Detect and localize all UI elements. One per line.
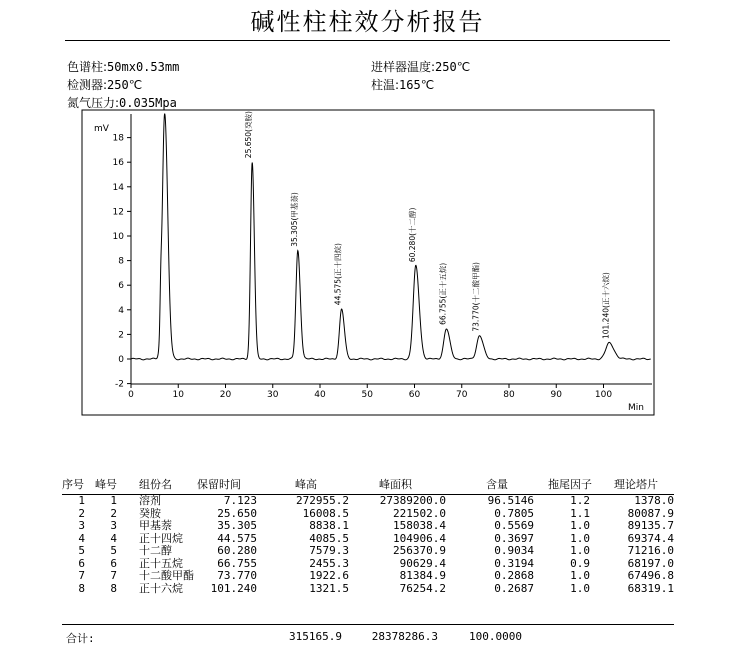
y-axis-label: mV: [94, 124, 109, 134]
retention-time: 101.240: [210, 581, 257, 595]
peak-height: 2455.3: [309, 556, 349, 570]
peak-number: 2: [110, 506, 117, 520]
peak-area: 256370.9: [393, 544, 446, 557]
peak-label: 44.575(正十四烷): [333, 243, 343, 306]
col-header: 峰号: [95, 476, 125, 495]
content: 96.5146: [487, 494, 534, 507]
totals-label: 合计:: [66, 632, 95, 645]
column-label: 色谱柱:: [67, 60, 108, 74]
theoretical-plates: 89135.7: [627, 519, 674, 532]
row-index: 1: [78, 494, 85, 507]
retention-time: 60.280: [217, 544, 257, 557]
totals-divider: [62, 624, 674, 625]
peak-height: 16008.5: [302, 506, 349, 520]
y-tick-label: 8: [118, 256, 124, 267]
retention-time: 66.755: [217, 556, 257, 570]
x-tick-label: 50: [361, 390, 373, 400]
peak-area: 27389200.0: [379, 494, 446, 507]
totals-height: 315165.9: [289, 630, 342, 643]
peak-area: 90629.4: [399, 556, 446, 570]
peak-number: 1: [110, 494, 117, 507]
y-tick-label: 6: [118, 281, 124, 292]
peak-label: 66.755(正十五烷): [438, 262, 448, 325]
theoretical-plates: 80087.9: [627, 506, 674, 520]
row-index: 2: [78, 506, 85, 520]
peak-label: 101.240(正十六烷): [601, 272, 611, 340]
col-header: 拖尾因子: [534, 476, 604, 495]
col-header: 峰高: [269, 476, 349, 495]
table-row: [62, 520, 674, 533]
row-index: 6: [78, 556, 85, 570]
tailing-factor: 1.0: [570, 581, 590, 595]
peak-number: 3: [110, 519, 117, 532]
retention-time: 7.123: [223, 494, 257, 507]
retention-time: 35.305: [217, 519, 257, 532]
x-tick-label: 0: [128, 390, 134, 400]
peak-area: 76254.2: [399, 581, 446, 595]
y-tick-label: 14: [112, 182, 124, 193]
component-name: 癸胺: [139, 506, 161, 520]
results-table: [62, 476, 674, 595]
peak-number: 4: [110, 531, 117, 545]
totals-content: 100.0000: [469, 630, 522, 643]
detector-label: 检测器:: [67, 78, 108, 92]
peak-area: 81384.9: [399, 569, 446, 582]
y-tick-label: 12: [112, 207, 124, 218]
y-tick-label: 16: [112, 158, 124, 169]
col-header: 峰面积: [349, 476, 446, 495]
peak-label: 35.305(甲基萘): [289, 192, 299, 247]
column-value: 50mx0.53mm: [107, 60, 180, 74]
x-tick-label: 10: [172, 390, 184, 400]
peak-height: 4085.5: [309, 531, 349, 545]
plot-frame: [82, 110, 654, 415]
peak-height: 1922.6: [309, 569, 349, 582]
tailing-factor: 1.0: [570, 519, 590, 532]
peak-height: 272955.2: [296, 494, 349, 507]
tailing-factor: 0.9: [570, 556, 590, 570]
table-row: [62, 570, 674, 583]
component-name: 甲基萘: [139, 519, 172, 532]
content: 0.2868: [494, 569, 534, 582]
retention-time: 44.575: [217, 531, 257, 545]
peak-height: 7579.3: [309, 544, 349, 557]
content: 0.3194: [494, 556, 534, 570]
content: 0.7805: [494, 506, 534, 520]
row-index: 4: [78, 531, 85, 545]
col-header: 理论塔片: [604, 476, 674, 495]
row-index: 8: [78, 581, 85, 595]
component-name: 溶剂: [139, 494, 161, 507]
y-tick-label: 0: [118, 355, 124, 365]
y-tick-label: 2: [118, 330, 124, 341]
component-name: 正十六烷: [139, 581, 183, 595]
peak-area: 104906.4: [393, 531, 446, 545]
theoretical-plates: 68319.1: [627, 581, 674, 595]
peak-number: 5: [110, 544, 117, 557]
content: 0.3697: [494, 531, 534, 545]
content: 0.9034: [494, 544, 534, 557]
retention-time: 73.770: [217, 569, 257, 582]
table-header-row: [62, 476, 674, 495]
component-name: 十二醇: [139, 544, 172, 557]
row-index: 7: [78, 569, 85, 582]
oven-value: 165℃: [399, 78, 435, 92]
tailing-factor: 1.2: [570, 494, 590, 507]
y-tick-label: 4: [118, 305, 124, 316]
x-axis-label: Min: [628, 403, 644, 413]
table-row: [62, 545, 674, 558]
component-name: 十二酸甲酯: [139, 569, 194, 582]
x-tick-label: 30: [267, 390, 279, 400]
peak-height: 8838.1: [309, 519, 349, 532]
col-header: 含量: [446, 476, 534, 495]
theoretical-plates: 71216.0: [627, 544, 674, 557]
table-row: [62, 495, 674, 508]
y-tick-label: 18: [112, 133, 124, 144]
x-axis: [128, 384, 652, 400]
x-tick-label: 40: [314, 390, 326, 400]
component-name: 正十五烷: [139, 556, 183, 570]
peak-label: 73.770(十二酸甲酯): [471, 262, 481, 332]
tailing-factor: 1.0: [570, 531, 590, 545]
totals-area: 28378286.3: [371, 630, 438, 643]
peak-height: 1321.5: [309, 581, 349, 595]
retention-time: 25.650: [217, 506, 257, 520]
peak-area: 158038.4: [393, 519, 446, 532]
chromatogram-trace: [131, 114, 651, 360]
table-row: [62, 583, 674, 596]
peak-label: 60.280(十二醇): [407, 207, 417, 263]
row-index: 3: [78, 519, 85, 532]
tailing-factor: 1.0: [570, 544, 590, 557]
content: 0.2687: [494, 581, 534, 595]
peak-number: 8: [110, 581, 117, 595]
injector-value: 250℃: [435, 60, 471, 74]
y-axis: [113, 114, 131, 390]
peak-label: 25.650(癸胺): [244, 111, 254, 159]
peak-area: 221502.0: [393, 506, 446, 520]
theoretical-plates: 69374.4: [627, 531, 674, 545]
row-index: 5: [78, 544, 85, 557]
theoretical-plates: 1378.0: [634, 494, 674, 507]
oven-label: 柱温:: [371, 78, 400, 92]
theoretical-plates: 68197.0: [627, 556, 674, 570]
y-tick-label: -2: [115, 379, 124, 390]
injector-label: 进样器温度:: [371, 60, 436, 74]
detector-value: 250℃: [107, 78, 143, 92]
theoretical-plates: 67496.8: [627, 569, 674, 582]
tailing-factor: 1.1: [570, 506, 590, 520]
pressure-label: 氮气压力:: [67, 96, 120, 110]
col-header: 保留时间: [197, 476, 269, 495]
peak-labels: [243, 111, 610, 339]
peak-number: 6: [110, 556, 117, 570]
x-tick-label: 80: [503, 390, 515, 400]
content: 0.5569: [494, 519, 534, 532]
component-name: 正十四烷: [139, 531, 183, 545]
col-header: 序号: [62, 476, 95, 495]
col-header: 组份名: [125, 476, 197, 495]
peak-number: 7: [110, 569, 117, 582]
x-tick-label: 100: [594, 390, 613, 400]
report-title: 碱性柱柱效分析报告: [250, 8, 485, 36]
x-tick-label: 70: [456, 390, 468, 400]
x-tick-label: 60: [408, 390, 421, 400]
pressure-value: 0.035Mpa: [119, 96, 177, 110]
tailing-factor: 1.0: [570, 569, 590, 582]
x-tick-label: 20: [219, 390, 232, 400]
y-tick-label: 10: [112, 232, 124, 242]
x-tick-label: 90: [550, 390, 562, 400]
